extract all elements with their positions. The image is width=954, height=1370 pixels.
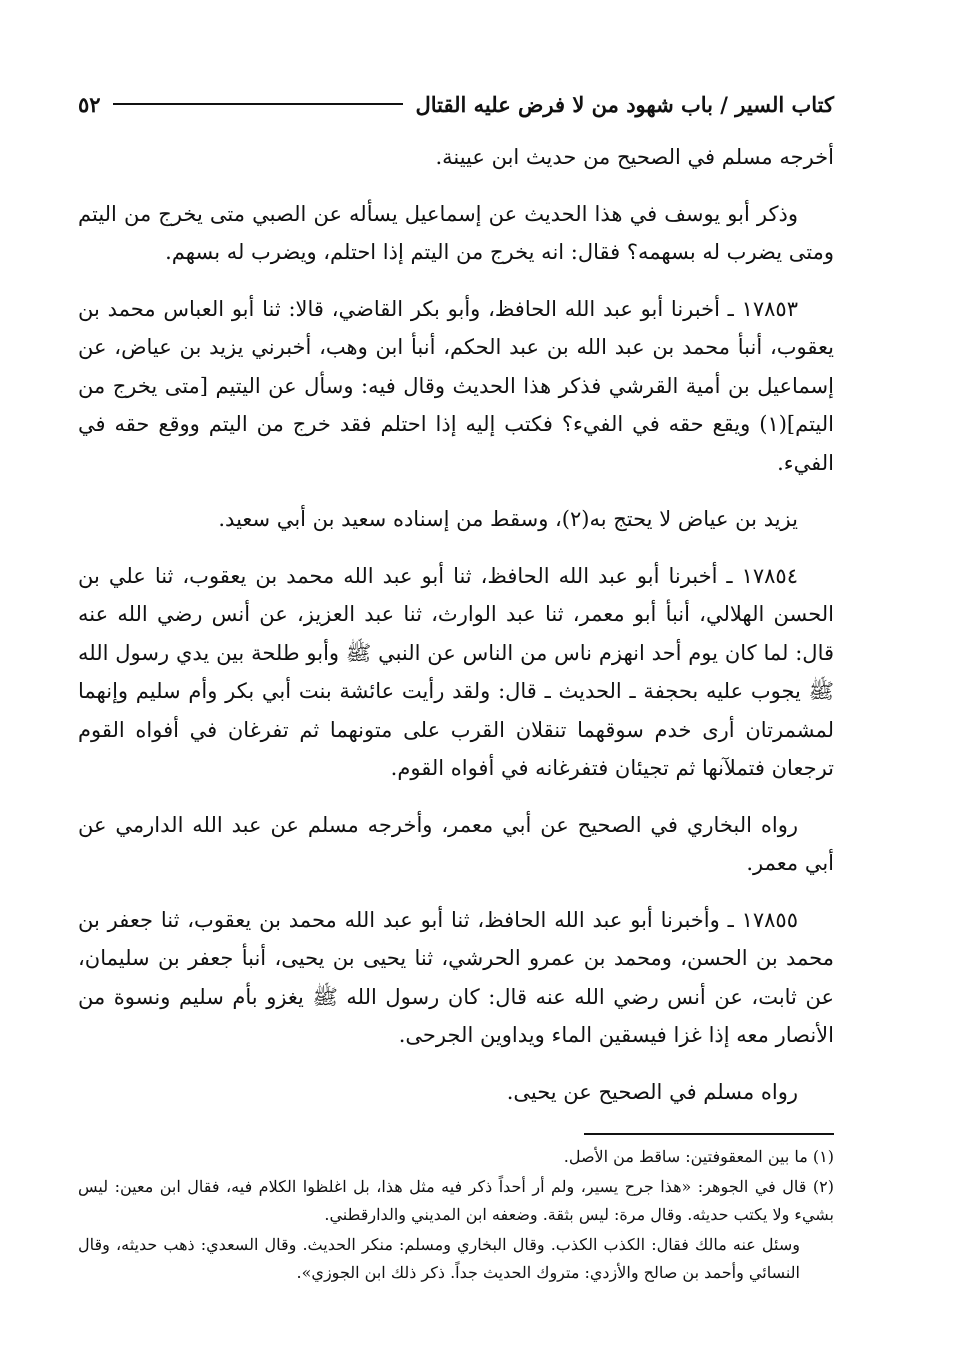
paragraph: وذكر أبو يوسف في هذا الحديث عن إسماعيل يسأله عن الصبي متى يخرج من اليتم ومتى يضرب له بسهمه؟ فقال: انه يخرج من اليتم إذا احتلم، ويضرب له بسهم. bbox=[78, 201, 834, 264]
paragraph: رواه مسلم في الصحيح عن يحيى. bbox=[506, 1079, 798, 1104]
hadith-17854: ١٧٨٥٤ ـ أخبرنا أبو عبد الله الحافظ، ثنا أبو عبد الله محمد بن يعقوب، ثنا علي بن الحسن الهلالي، أنبأ أبو معمر، ثنا عبد الوارث، ثنا عبد العزيز، عن أنس رضي الله عنه قال: لما كان يوم أحد انهزم ناس من الناس عن النبي ﷺ وأبو طلحة بين يدي رسول الله ﷺ يجوب عليه بحجفة ـ الحديث ـ قال: ولقد رأيت عائشة بنت أبي بكر وأم سليم وإنهما لمشمرتان أرى خدم سوقهما تنقلان القرب على متونهما ثم تفرغان في أفواه القوم ترجعان فتملآنها ثم تجيئان فتفرغانه في أفواه القوم. bbox=[78, 563, 834, 780]
hadith-17853: ١٧٨٥٣ ـ أخبرنا أبو عبد الله الحافظ، وأبو بكر القاضي، قالا: ثنا أبو العباس محمد بن يعقوب، أنبأ محمد بن عبد الله بن عبد الحكم، أنبأ ابن وهب، أخبرني يزيد بن عياض، عن إسماعيل بن أمية القرشي فذكر هذا الحديث وقال فيه: وسأل عن اليتيم [متى يخرج من اليتم](١) ويقع حقه في الفيء؟ فكتب إليه إذا احتلم فقد خرج من اليتم ووقع حقه في الفيء. bbox=[78, 296, 834, 475]
page-number: ٥٢ bbox=[78, 91, 101, 117]
footnote-2: (٢) قال في الجوهر: «هذا جرح يسير، ولم أر أحداً ذكر فيه مثل هذا، بل اغلظوا الكلام فيه، فقال ابن معين: ليس بشيء ولا يكتب حديثه. وقال مرة: ليس بثقة. وضعفه ابن المديني والدارقطني. bbox=[78, 1177, 834, 1224]
paragraph: رواه البخاري في الصحيح عن أبي معمر، وأخرجه مسلم عن عبد الله الدارمي عن أبي معمر. bbox=[78, 812, 834, 875]
footnote-1: (١) ما بين المعقوفتين: ساقط من الأصل. bbox=[563, 1147, 834, 1166]
footnotes bbox=[78, 1143, 834, 1287]
footnote-2-continued: وسئل عنه مالك فقال: الكذب الكذب. وقال البخاري ومسلم: منكر الحديث. وقال السعدي: ذهب حديثه، وقال النسائي وأحمد بن صالح والأزدي: متروك الحديث جداً. ذكر ذلك ابن الجوزي». bbox=[78, 1235, 801, 1282]
hadith-17855: ١٧٨٥٥ ـ وأخبرنا أبو عبد الله الحافظ، ثنا أبو عبد الله محمد بن يعقوب، ثنا جعفر بن محمد بن الحسن، ومحمد بن عمرو الحرشي، ثنا يحيى بن يحيى، أنبأ جعفر بن سليمان، عن ثابت، عن أنس رضي الله عنه قال: كان رسول الله ﷺ يغزو بأم سليم ونسوة من الأنصار معه إذا غزا فيسقين الماء ويداوين الجرحى. bbox=[78, 907, 834, 1047]
main-text bbox=[78, 138, 834, 1111]
chapter-title: كتاب السير / باب شهود من لا فرض عليه القتال bbox=[415, 91, 834, 117]
footnote-separator bbox=[584, 1133, 834, 1135]
paragraph: أخرجه مسلم في الصحيح من حديث ابن عيينة. bbox=[435, 145, 834, 169]
running-header bbox=[78, 88, 834, 120]
header-rule bbox=[113, 103, 404, 105]
paragraph: يزيد بن عياض لا يحتج به(٢)، وسقط من إسناده سعيد بن أبي سعيد. bbox=[218, 507, 798, 531]
